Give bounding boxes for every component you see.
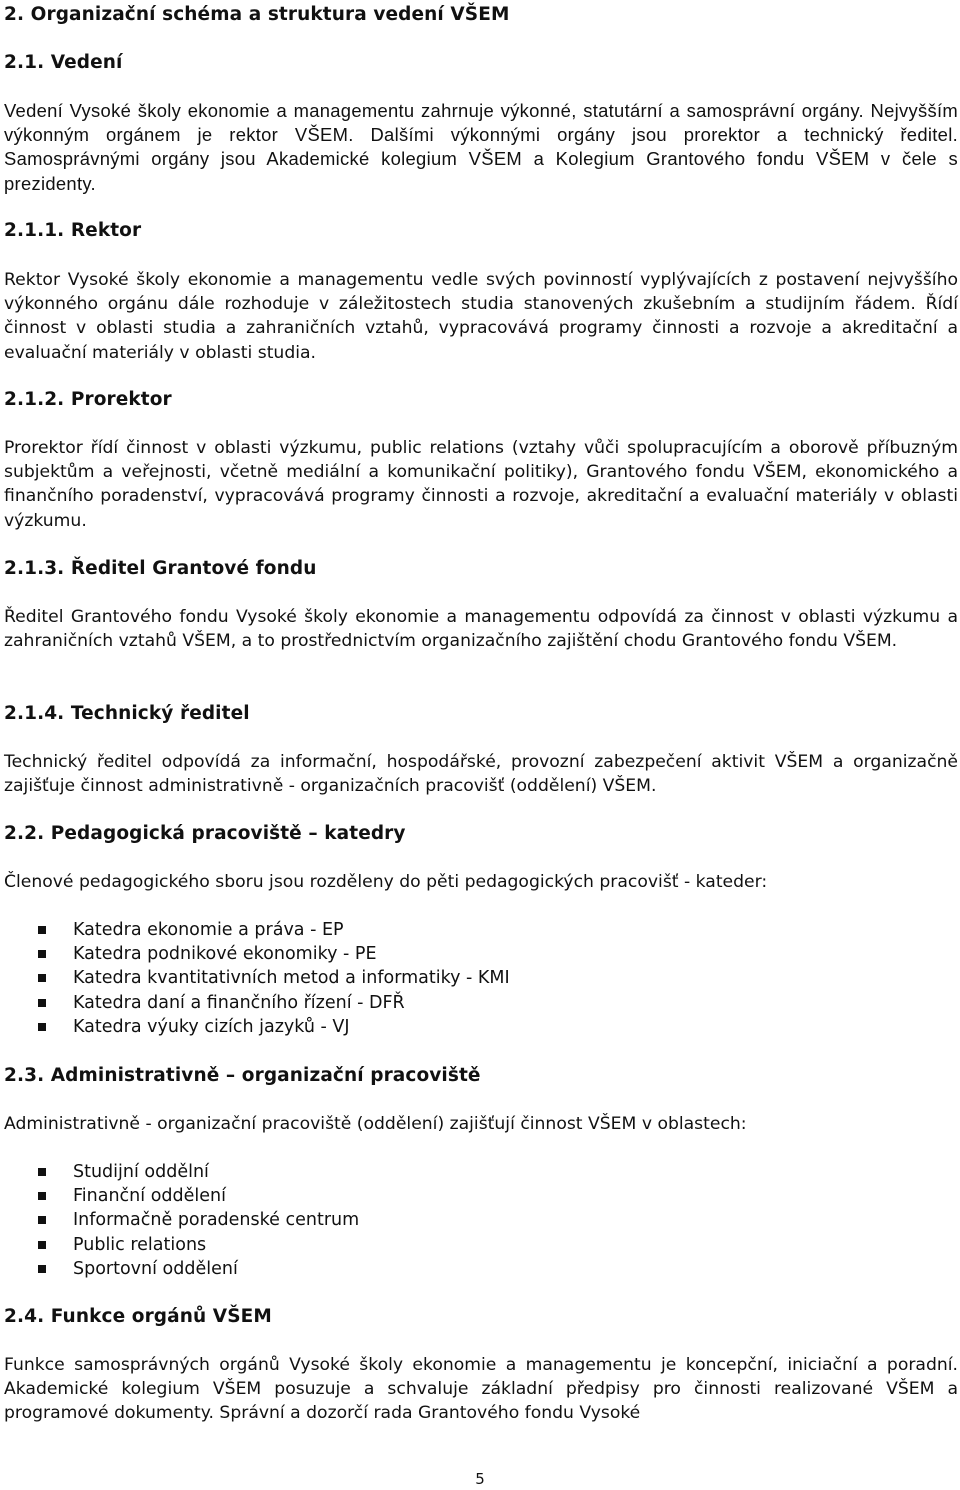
paragraph-reditel: Ředitel Grantového fondu Vysoké školy ekonomie a managementu odpovídá za činnost v oblasti výzkumu a zahraničních vztahů VŠEM, a to prostřednictvím organizačního zajištění chodu Grantového fondu VŠEM. xyxy=(4,607,958,652)
list-item: Katedra daní a finančního řízení - DFŘ xyxy=(0,991,960,1015)
paragraph-rektor: Rektor Vysoké školy ekonomie a managementu vedle svých povinností vyplývajících z postavení nejvyššího výkonného orgánu dále rozhoduje v záležitostech studia stanovených zkušebním a studijním řádem. Řídí činnost v oblasti studia a zahraničních vztahů, vypracovává programy činnosti a rozvoje a akreditační a evaluační materiály v oblasti studia. xyxy=(4,270,958,363)
section-heading-2-3: 2.3. Administrativně – organizační pracoviště xyxy=(4,1065,481,1086)
paragraph-vedeni: Vedení Vysoké školy ekonomie a managementu zahrnuje výkonné, statutární a samosprávní orgány. Nejvyšším výkonným orgánem je rektor VŠEM. Dalšími výkonnými orgány jsou prorektor a technický ředitel. Samosprávnými orgány jsou Akademické kolegium VŠEM a Kolegium Grantového fondu VŠEM v čele s prezidenty. xyxy=(4,100,958,194)
section-heading-2-1-2: 2.1.2. Prorektor xyxy=(4,389,172,410)
list-item: Informačně poradenské centrum xyxy=(0,1208,960,1232)
bullet-icon xyxy=(38,1241,46,1249)
page-number: 5 xyxy=(475,1470,485,1488)
bullet-icon xyxy=(38,1192,46,1200)
list-item: Katedra ekonomie a práva - EP xyxy=(0,918,960,942)
list-item: Katedra podnikové ekonomiky - PE xyxy=(0,942,960,966)
list-item: Katedra výuky cizích jazyků - VJ xyxy=(0,1015,960,1039)
bullet-icon xyxy=(38,974,46,982)
section-heading-2-1-3: 2.1.3. Ředitel Grantové fondu xyxy=(4,558,317,579)
list-item: Public relations xyxy=(0,1233,960,1257)
paragraph-prorektor: Prorektor řídí činnost v oblasti výzkumu, public relations (vztahy vůči spolupracujícím a oborově příbuzným subjektům a veřejnosti, včetně mediální a komunikační politiky), Grantového fondu VŠEM, ekonomického a finančního poradenství, vypracovává programy činnosti a rozvoje, akreditační a evaluační materiály v oblasti výzkumu. xyxy=(4,438,958,531)
bullet-icon xyxy=(38,950,46,958)
oddeleni-list xyxy=(0,1160,960,1281)
section-heading-2-2: 2.2. Pedagogická pracoviště – katedry xyxy=(4,823,406,844)
list-item: Finanční oddělení xyxy=(0,1184,960,1208)
section-heading-2-4: 2.4. Funkce orgánů VŠEM xyxy=(4,1306,272,1327)
list-item: Sportovní oddělení xyxy=(0,1257,960,1281)
section-heading-2-1-1: 2.1.1. Rektor xyxy=(4,220,142,241)
paragraph-funkce: Funkce samosprávných orgánů Vysoké školy ekonomie a managementu je koncepční, iniciační a poradní. Akademické kolegium VŠEM posuzuje a schvaluje základní předpisy pro činnosti realizované VŠEM a programové dokumenty. Správní a dozorčí rada Grantového fondu Vysoké xyxy=(4,1355,958,1424)
list-item: Studijní oddělní xyxy=(0,1160,960,1184)
bullet-icon xyxy=(38,1265,46,1273)
section-heading-2-1-4: 2.1.4. Technický ředitel xyxy=(4,703,250,724)
katedry-list xyxy=(0,918,960,1039)
bullet-icon xyxy=(38,1168,46,1176)
bullet-icon xyxy=(38,1216,46,1224)
paragraph-admin: Administrativně - organizační pracoviště (oddělení) zajišťují činnost VŠEM v oblastech: xyxy=(4,1114,747,1134)
bullet-icon xyxy=(38,926,46,934)
bullet-icon xyxy=(38,999,46,1007)
paragraph-katedry: Členové pedagogického sboru jsou rozděleny do pěti pedagogických pracovišť - kateder: xyxy=(4,872,768,892)
section-heading-2: 2. Organizační schéma a struktura vedení VŠEM xyxy=(4,4,510,25)
section-heading-2-1: 2.1. Vedení xyxy=(4,52,123,73)
paragraph-technicky: Technický ředitel odpovídá za informační, hospodářské, provozní zabezpečení aktivit VŠEM a organizačně zajišťuje činnost administrativně - organizačních pracovišť (oddělení) VŠEM. xyxy=(4,752,958,797)
list-item: Katedra kvantitativních metod a informatiky - KMI xyxy=(0,966,960,990)
bullet-icon xyxy=(38,1023,46,1031)
